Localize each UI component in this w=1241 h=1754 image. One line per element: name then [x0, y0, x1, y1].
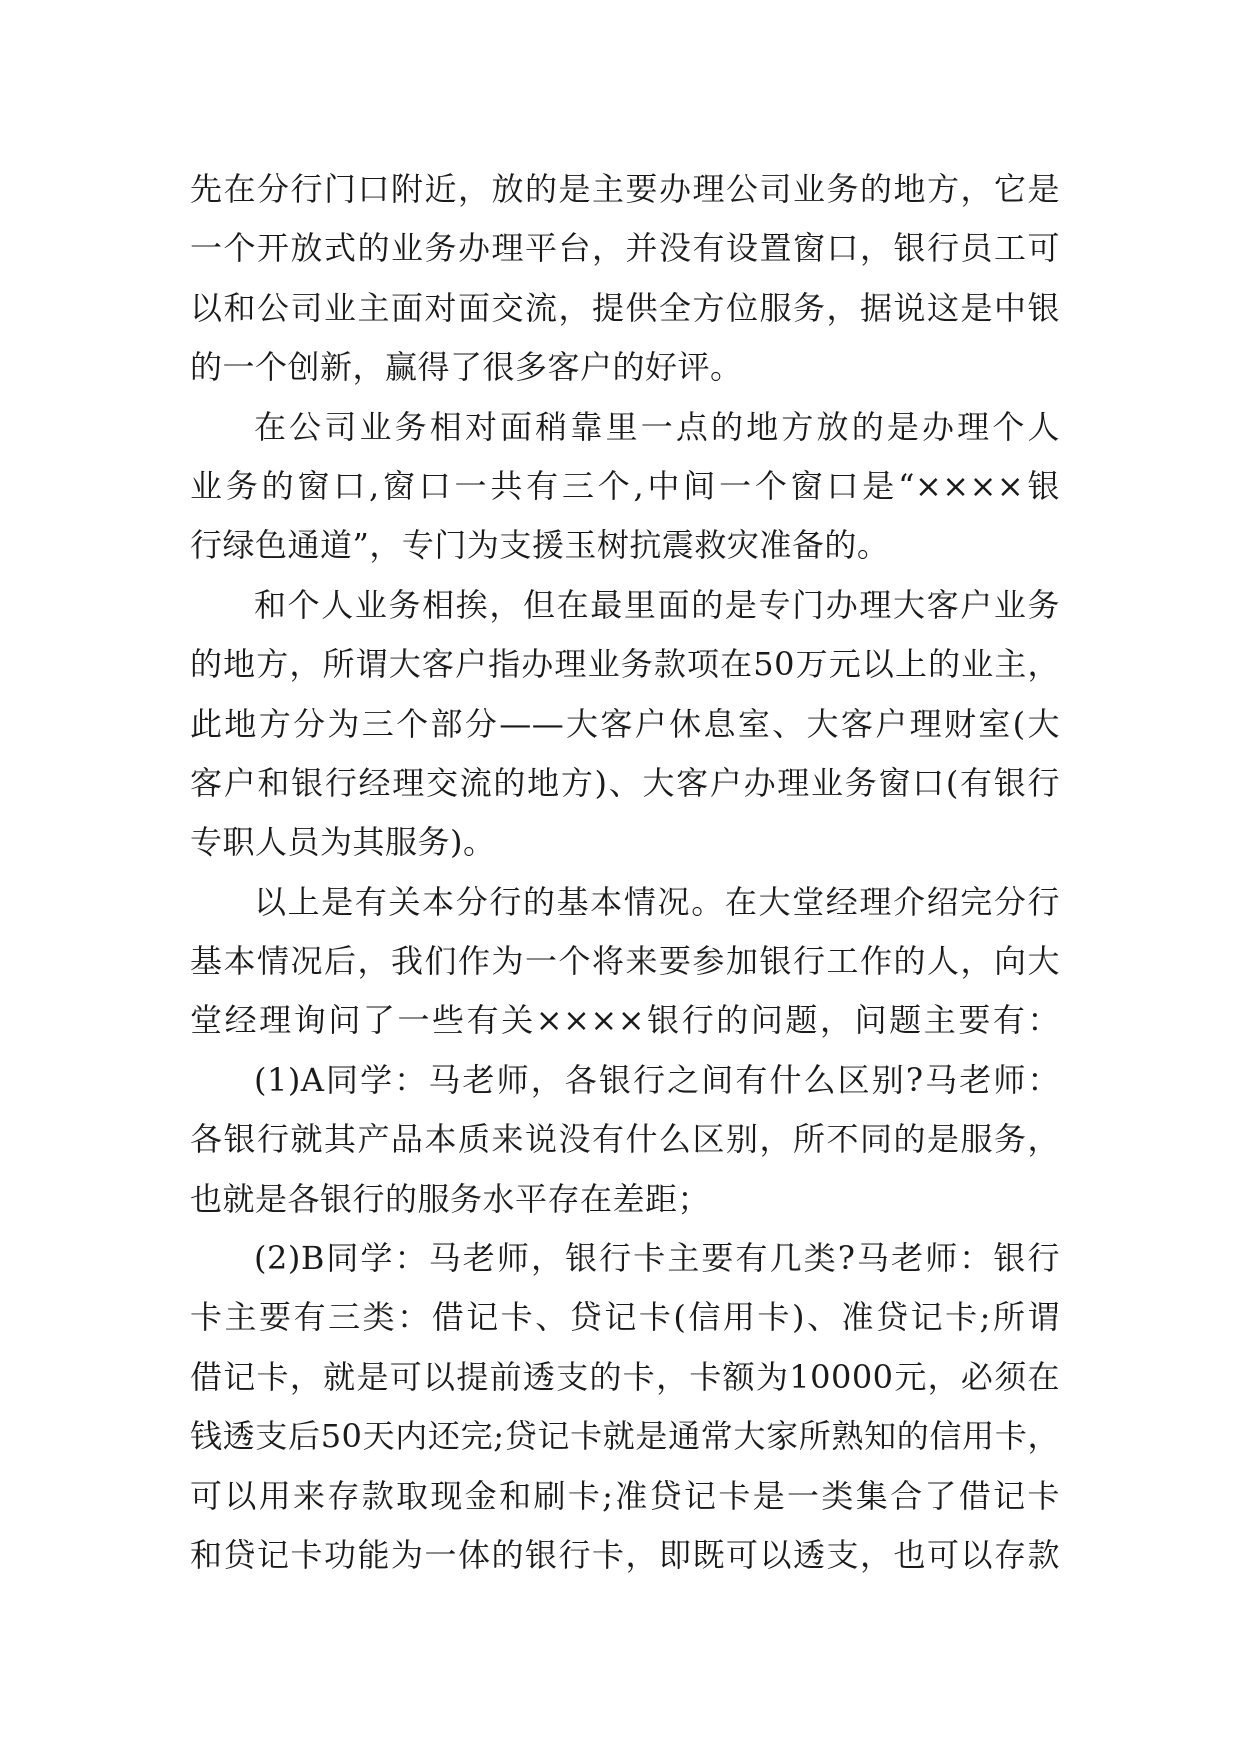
text-line: 卡主要有三类：借记卡、贷记卡(信用卡)、准贷记卡;所谓 [190, 1298, 1060, 1337]
text-line: 一个开放式的业务办理平台，并没有设置窗口，银行员工可 [190, 229, 1060, 268]
text-line: 客户和银行经理交流的地方)、大客户办理业务窗口(有银行 [190, 763, 1060, 802]
text-line: 钱透支后50天内还完;贷记卡就是通常大家所熟知的信用卡， [190, 1417, 1060, 1456]
text-line: 可以用来存款取现金和刷卡;准贷记卡是一类集合了借记卡 [190, 1476, 1060, 1515]
text-line: 各银行就其产品本质来说没有什么区别，所不同的是服务， [190, 1120, 1060, 1159]
text-line: 专职人员为其服务)。 [190, 823, 496, 862]
text-line: 以上是有关本分行的基本情况。在大堂经理介绍完分行 [254, 882, 1060, 921]
text-line: (1)A同学：马老师，各银行之间有什么区别?马老师： [254, 1060, 1060, 1099]
text-line: 也就是各银行的服务水平存在差距； [190, 1179, 711, 1218]
text-line: 基本情况后，我们作为一个将来要参加银行工作的人，向大 [190, 942, 1060, 981]
document-body [190, 160, 1060, 1585]
text-line: 行绿色通道”，专门为支援玉树抗震救灾准备的。 [190, 526, 890, 565]
text-line: 的一个创新，赢得了很多客户的好评。 [190, 348, 743, 387]
text-line: 借记卡，就是可以提前透支的卡，卡额为10000元，必须在 [190, 1357, 1060, 1396]
text-line: 先在分行门口附近，放的是主要办理公司业务的地方，它是 [190, 170, 1060, 208]
text-line: 业务的窗口,窗口一共有三个,中间一个窗口是“××××银 [190, 466, 1060, 505]
text-line: 和个人业务相挨，但在最里面的是专门办理大客户业务 [254, 585, 1060, 624]
text-line: 堂经理询问了一些有关××××银行的问题，问题主要有： [190, 1001, 1060, 1040]
text-line: 在公司业务相对面稍靠里一点的地方放的是办理个人 [254, 407, 1060, 446]
text-line: 的地方，所谓大客户指办理业务款项在50万元以上的业主， [190, 645, 1060, 684]
text-line: (2)B同学：马老师，银行卡主要有几类?马老师：银行 [254, 1239, 1060, 1278]
text-line: 以和公司业主面对面交流，提供全方位服务，据说这是中银 [190, 288, 1060, 327]
text-line: 此地方分为三个部分——大客户休息室、大客户理财室(大 [190, 704, 1060, 743]
text-line: 和贷记卡功能为一体的银行卡，即既可以透支，也可以存款 [190, 1535, 1060, 1574]
